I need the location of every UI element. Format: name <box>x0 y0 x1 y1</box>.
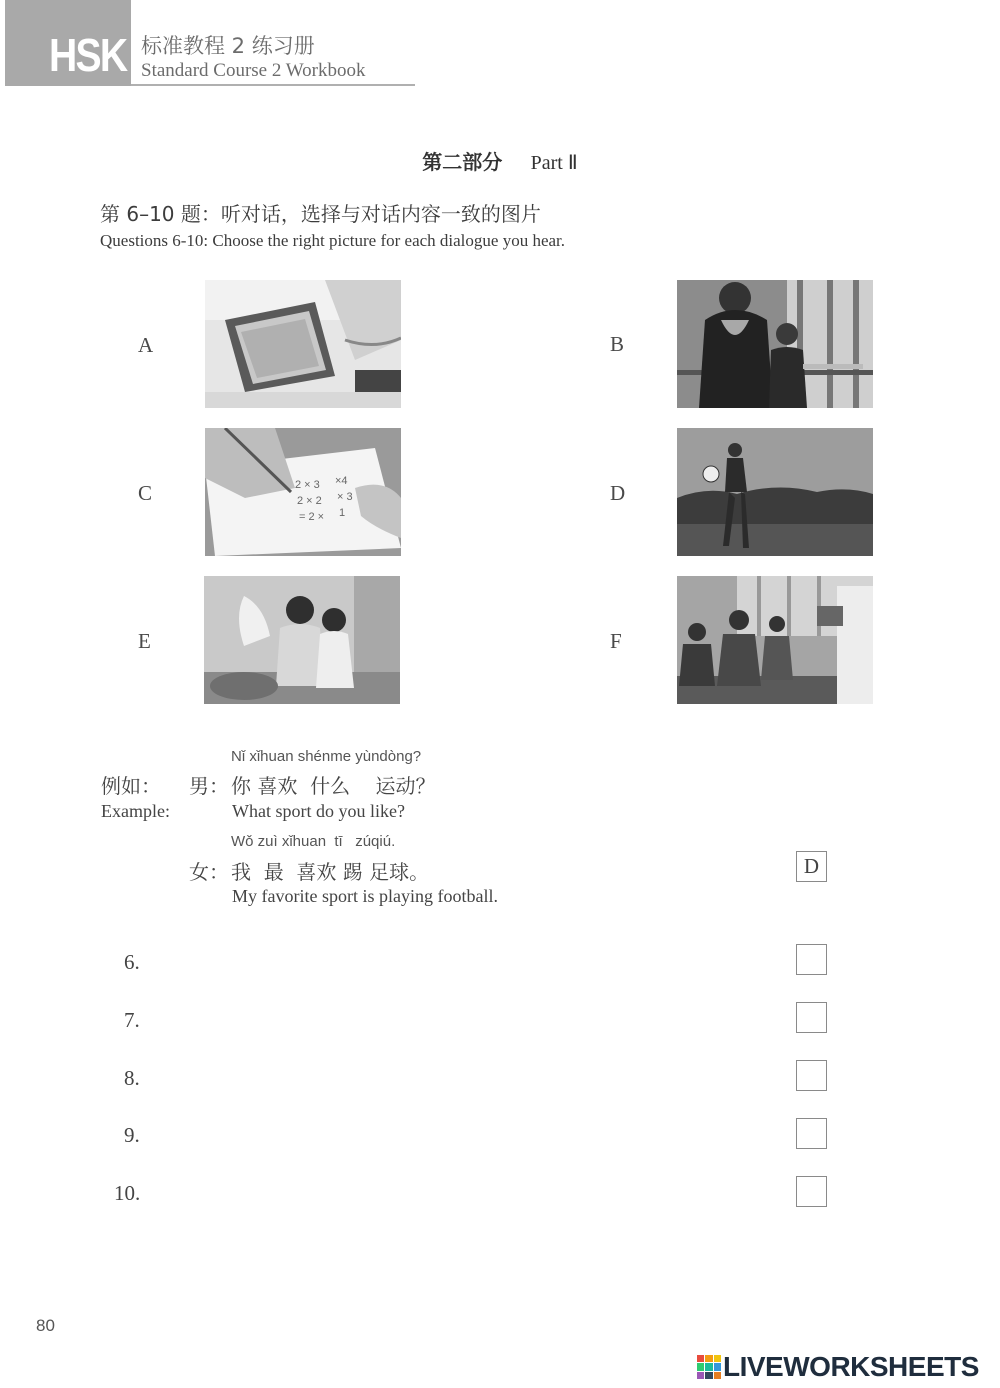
question-number-9: 9. <box>124 1123 140 1147</box>
example-answer-box: D <box>796 851 827 882</box>
children-laundry-photo <box>204 576 400 704</box>
option-letter-b: B <box>610 332 625 356</box>
answer-box-10[interactable] <box>796 1176 827 1207</box>
option-letter-c: C <box>138 481 153 505</box>
question-number-10: 10. <box>114 1181 141 1205</box>
example-female-chinese: 我 最 喜欢 踢 足球。 <box>231 860 430 884</box>
logo-cell <box>714 1355 721 1362</box>
svg-text:× 3: × 3 <box>337 491 353 503</box>
answer-box-7[interactable] <box>796 1002 827 1033</box>
option-letter-f: F <box>610 629 622 653</box>
example-label-english: Example: <box>101 801 170 821</box>
svg-text:2 × 2: 2 × 2 <box>297 495 322 507</box>
ballet-lesson-photo <box>677 280 873 408</box>
logo-cell <box>697 1372 704 1379</box>
example-male-speaker: 男： <box>189 774 229 798</box>
option-letter-a: A <box>138 333 154 357</box>
math-homework-photo <box>205 428 401 556</box>
logo-cell <box>705 1372 712 1379</box>
question-number-7: 7. <box>124 1008 140 1032</box>
example-female-speaker: 女： <box>189 860 229 884</box>
instructions-chinese: 第 6–10 题：听对话，选择与对话内容一致的图片 <box>100 202 541 226</box>
logo-cell <box>705 1363 712 1370</box>
hsk-logo: HSK <box>49 29 127 81</box>
book-title-chinese: 标准教程 2 练习册 <box>141 34 315 58</box>
answer-box-6[interactable] <box>796 944 827 975</box>
part-title-chinese: 第二部分 <box>422 150 503 174</box>
liveworksheets-logo-icon <box>697 1355 721 1379</box>
header-logo-block <box>5 0 131 86</box>
example-male-chinese: 你 喜欢 什么 运动？ <box>231 774 436 798</box>
svg-text:×4: ×4 <box>335 475 348 487</box>
instructions-english: Questions 6-10: Choose the right picture for each dialogue you hear. <box>100 231 566 250</box>
football-player-photo <box>677 428 873 556</box>
part-title-english: Part Ⅱ <box>530 152 578 174</box>
svg-text:2 × 3: 2 × 3 <box>295 479 320 491</box>
header-divider <box>131 84 415 86</box>
question-number-8: 8. <box>124 1066 140 1090</box>
answer-box-9[interactable] <box>796 1118 827 1149</box>
logo-cell <box>714 1372 721 1379</box>
answer-box-8[interactable] <box>796 1060 827 1091</box>
logo-cell <box>714 1363 721 1370</box>
logo-cell <box>697 1355 704 1362</box>
liveworksheets-brand[interactable] <box>697 1352 979 1382</box>
option-letter-d: D <box>610 481 626 505</box>
logo-cell <box>705 1355 712 1362</box>
liveworksheets-wordmark: LIVEWORKSHEETS <box>723 1351 979 1382</box>
example-female-english: My favorite sport is playing football. <box>232 886 498 906</box>
page-number: 80 <box>36 1316 55 1335</box>
tablet-on-desk-photo <box>205 280 401 408</box>
svg-text:= 2 ×: = 2 × <box>299 511 325 523</box>
question-number-6: 6. <box>124 950 140 974</box>
example-male-english: What sport do you like? <box>232 801 405 821</box>
example-male-pinyin: Nǐ xǐhuan shénme yùndòng? <box>231 748 422 765</box>
book-title-english: Standard Course 2 Workbook <box>141 60 366 81</box>
logo-cell <box>697 1363 704 1370</box>
example-female-pinyin: Wǒ zuì xǐhuan tī zúqiú. <box>231 833 396 850</box>
svg-text:1: 1 <box>339 507 346 519</box>
option-letter-e: E <box>138 629 151 653</box>
example-label-chinese: 例如： <box>101 774 161 798</box>
hospital-waiting-photo <box>677 576 873 704</box>
part-title <box>0 146 1000 175</box>
